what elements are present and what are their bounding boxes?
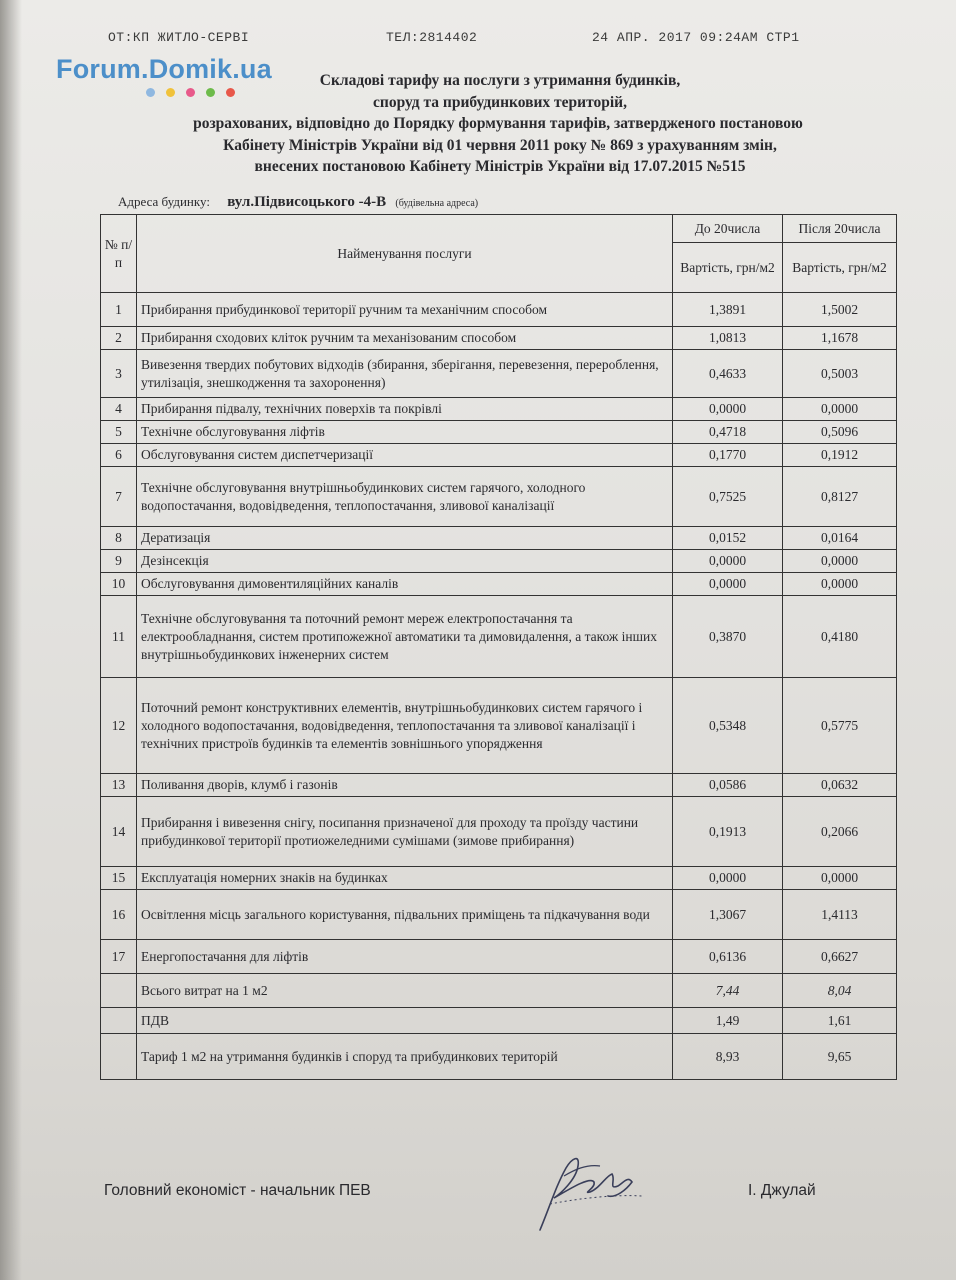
table-row (101, 890, 897, 940)
row-service-name: Технічне обслуговування ліфтів (137, 421, 673, 444)
row-service-name: Поточний ремонт конструктивних елементів, внутрішньобудинкових систем гарячого і холодного водопостачання, водовідведення, теплопостачання та зливової каналізації і технічних пристроїв будинків та елементів зовнішнього упорядження (137, 678, 673, 774)
row-number: 1 (101, 293, 137, 327)
row-value-after: 0,0164 (783, 527, 897, 550)
row-number: 3 (101, 350, 137, 398)
vat-label: ПДВ (137, 1008, 673, 1034)
row-number: 9 (101, 550, 137, 573)
tariff-label: Тариф 1 м2 на утримання будинків і споруд та прибудинкових територій (137, 1034, 673, 1080)
row-number: 7 (101, 467, 137, 527)
tariff-num-cell (101, 1034, 137, 1080)
row-service-name: Прибирання сходових кліток ручним та механізованим способом (137, 327, 673, 350)
row-number: 11 (101, 596, 137, 678)
table-row (101, 774, 897, 797)
watermark-logo: Forum.Domik.ua (56, 54, 272, 84)
table-row (101, 596, 897, 678)
row-number: 6 (101, 444, 137, 467)
row-service-name: Дератизація (137, 527, 673, 550)
row-number: 12 (101, 678, 137, 774)
row-number: 13 (101, 774, 137, 797)
building-address (118, 194, 478, 211)
row-value-before: 0,1913 (673, 797, 783, 867)
signature-block (0, 1182, 956, 1222)
row-service-name: Прибирання і вивезення снігу, посипання призначеної для проходу та проїзду частини прибудинкової території протиожеледними сумішами (зимове прибирання) (137, 797, 673, 867)
table-row (101, 550, 897, 573)
row-value-after: 0,0000 (783, 550, 897, 573)
table-row (101, 293, 897, 327)
row-value-before: 0,0586 (673, 774, 783, 797)
address-note: (будівельна адреса) (395, 198, 479, 209)
row-value-before: 0,0000 (673, 867, 783, 890)
row-number: 5 (101, 421, 137, 444)
table-row (101, 350, 897, 398)
row-service-name: Прибирання прибудинкової території ручним та механічним способом (137, 293, 673, 327)
row-value-before: 0,1770 (673, 444, 783, 467)
row-value-before: 0,0000 (673, 573, 783, 596)
row-value-after: 1,1678 (783, 327, 897, 350)
row-value-after: 0,0000 (783, 867, 897, 890)
title-line: Кабінету Міністрів України від 01 червня 2011 року № 869 з урахуванням змін, (223, 136, 777, 154)
total-before: 7,44 (673, 974, 783, 1008)
header-before-20: До 20числа (673, 215, 783, 243)
title-line: розрахованих, відповідно до Порядку формування тарифів, затвердженого постановою (193, 115, 803, 132)
row-value-before: 0,6136 (673, 940, 783, 974)
table-row (101, 797, 897, 867)
row-service-name: Обслуговування димовентиляційних каналів (137, 573, 673, 596)
total-label: Всього витрат на 1 м2 (137, 974, 673, 1008)
vat-num-cell (101, 1008, 137, 1034)
table-row (101, 421, 897, 444)
row-service-name: Освітлення місць загального користування, підвальних приміщень та підкачування води (137, 890, 673, 940)
title-line: споруд та прибудинкових територій, (373, 93, 627, 111)
vat-before: 1,49 (673, 1008, 783, 1034)
row-value-before: 0,5348 (673, 678, 783, 774)
row-value-after: 0,1912 (783, 444, 897, 467)
table-row (101, 573, 897, 596)
row-value-before: 1,3067 (673, 890, 783, 940)
row-value-before: 0,4633 (673, 350, 783, 398)
fax-phone: ТЕЛ:2814402 (386, 30, 478, 45)
title-line: внесених постановою Кабінету Міністрів України від 17.07.2015 №515 (254, 158, 746, 175)
fax-datetime: 24 АПР. 2017 09:24AM СТР1 (592, 30, 800, 45)
row-value-after: 1,5002 (783, 293, 897, 327)
table-row (101, 867, 897, 890)
row-service-name: Дезінсекція (137, 550, 673, 573)
row-value-after: 0,8127 (783, 467, 897, 527)
row-number: 2 (101, 327, 137, 350)
header-number: № п/п (101, 215, 137, 293)
document-title (100, 70, 900, 178)
watermark-dots-icon (146, 88, 246, 100)
title-line: Складові тарифу на послуги з утримання будинків, (319, 72, 681, 89)
row-value-before: 0,0000 (673, 398, 783, 421)
row-value-after: 0,5775 (783, 678, 897, 774)
tariff-before: 8,93 (673, 1034, 783, 1080)
row-number: 16 (101, 890, 137, 940)
row-service-name: Поливання дворів, клумб і газонів (137, 774, 673, 797)
table-row (101, 467, 897, 527)
vat-after: 1,61 (783, 1008, 897, 1034)
row-value-after: 0,0000 (783, 398, 897, 421)
row-value-before: 0,0000 (673, 550, 783, 573)
row-service-name: Експлуатація номерних знаків на будинках (137, 867, 673, 890)
row-service-name: Технічне обслуговування та поточний ремонт мереж електропостачання та електрообладнання, систем протипожежної автоматики та димовидалення, а також інших внутрішньобудинкових інженерних систем (137, 596, 673, 678)
header-service-name: Найменування послуги (137, 215, 673, 293)
signatory-name: І. Джулай (748, 1182, 816, 1199)
row-value-after: 0,5096 (783, 421, 897, 444)
row-number: 4 (101, 398, 137, 421)
table-row (101, 398, 897, 421)
row-service-name: Енергопостачання для ліфтів (137, 940, 673, 974)
row-value-after: 0,0632 (783, 774, 897, 797)
fax-header (0, 30, 956, 52)
row-number: 17 (101, 940, 137, 974)
fax-sender: ОТ:КП ЖИТЛО-СЕРВІ (108, 30, 250, 45)
table-row (101, 527, 897, 550)
total-after: 8,04 (783, 974, 897, 1008)
row-service-name: Технічне обслуговування внутрішньобудинкових систем гарячого, холодного водопостачання, водовідведення, теплопостачання, зливової каналізації (137, 467, 673, 527)
row-value-before: 1,3891 (673, 293, 783, 327)
row-number: 14 (101, 797, 137, 867)
row-value-before: 0,7525 (673, 467, 783, 527)
tariff-after: 9,65 (783, 1034, 897, 1080)
address-value: вул.Підвисоцького -4-В (227, 194, 387, 210)
row-value-before: 0,4718 (673, 421, 783, 444)
header-unit-before: Вартість, грн/м2 (673, 243, 783, 293)
table-row (101, 940, 897, 974)
table-row (101, 444, 897, 467)
row-number: 8 (101, 527, 137, 550)
total-num-cell (101, 974, 137, 1008)
row-value-after: 1,4113 (783, 890, 897, 940)
row-value-after: 0,6627 (783, 940, 897, 974)
row-value-before: 1,0813 (673, 327, 783, 350)
row-service-name: Вивезення твердих побутових відходів (збирання, зберігання, перевезення, перероблення, утилізація, знешкодження та захоронення) (137, 350, 673, 398)
row-number: 10 (101, 573, 137, 596)
table-row (101, 327, 897, 350)
row-value-after: 0,4180 (783, 596, 897, 678)
header-after-20: Після 20числа (783, 215, 897, 243)
row-value-after: 0,0000 (783, 573, 897, 596)
tariff-table (100, 214, 897, 1080)
row-service-name: Обслуговування систем диспетчеризації (137, 444, 673, 467)
table-row (101, 678, 897, 774)
header-unit-after: Вартість, грн/м2 (783, 243, 897, 293)
row-number: 15 (101, 867, 137, 890)
page-shadow (0, 0, 22, 1280)
signatory-position: Головний економіст - начальник ПЕВ (104, 1182, 371, 1199)
row-value-before: 0,0152 (673, 527, 783, 550)
address-label: Адреса будинку: (118, 194, 210, 209)
row-value-after: 0,2066 (783, 797, 897, 867)
row-value-after: 0,5003 (783, 350, 897, 398)
row-value-before: 0,3870 (673, 596, 783, 678)
row-service-name: Прибирання підвалу, технічних поверхів та покрівлі (137, 398, 673, 421)
